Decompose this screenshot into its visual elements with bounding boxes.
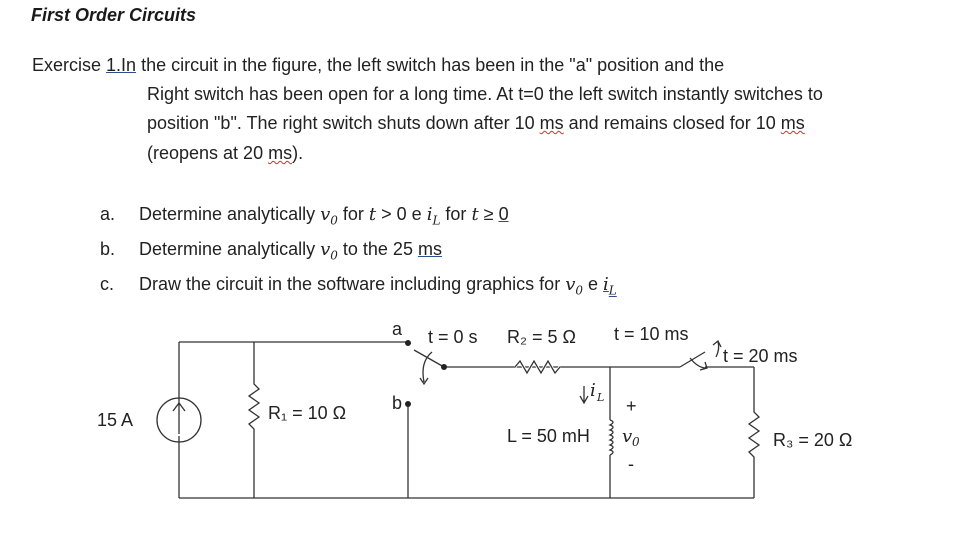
arrow-up-icon xyxy=(173,403,185,434)
resistor-r3 xyxy=(749,367,759,498)
question-text: ≥ xyxy=(478,204,499,224)
exercise-text-4b: ). xyxy=(292,143,304,163)
exercise-text-3a: position "b". The right switch shuts down after 10 xyxy=(147,113,540,133)
unit-ms: ms xyxy=(417,239,442,259)
r2-label: R₂ = 5 Ω xyxy=(507,327,576,347)
minus-sign: - xyxy=(628,454,634,474)
question-text: Determine analytically xyxy=(139,204,321,224)
exercise-number: 1.In xyxy=(106,55,137,75)
vo-subscript: 0 xyxy=(632,435,640,449)
plus-sign: + xyxy=(626,396,637,416)
switch-2-close-time: t = 10 ms xyxy=(614,324,689,344)
inductor-label: L = 50 mH xyxy=(507,426,590,446)
symbol-i: i xyxy=(603,274,609,295)
page-title: First Order Circuits xyxy=(31,5,197,25)
symbol-v: v xyxy=(320,239,331,260)
question-text: for xyxy=(337,204,369,224)
exercise-text-1: the circuit in the figure, the left switch has been in the "a" position and the xyxy=(136,55,725,75)
unit-ms: ms xyxy=(780,113,805,133)
resistor-r1 xyxy=(249,342,259,498)
symbol-v: v xyxy=(320,204,331,225)
switch-arc xyxy=(713,341,721,357)
question-value: 0 xyxy=(498,204,509,224)
switch-1 xyxy=(414,350,444,367)
question-c-label: c. xyxy=(100,274,115,294)
symbol-t: t xyxy=(471,204,479,225)
node-a-dot xyxy=(405,340,411,346)
source-label: 15 A xyxy=(97,410,134,430)
switch-1-time: t = 0 s xyxy=(428,327,478,347)
question-text: e xyxy=(583,274,604,294)
symbol-t: t xyxy=(368,204,377,225)
inductor xyxy=(610,420,613,455)
subscript: 0 xyxy=(330,213,338,228)
exercise-text-4a: (reopens at 20 xyxy=(147,143,269,163)
question-text: > 0 e xyxy=(376,204,427,224)
il-subscript: L xyxy=(597,391,605,404)
question-b-label: b. xyxy=(100,239,116,259)
question-text: to the 25 xyxy=(337,239,418,259)
exercise-line-2: Right switch has been open for a long time. At t=0 the left switch instantly switches to xyxy=(147,84,823,104)
subscript: 0 xyxy=(575,283,584,298)
question-text: for xyxy=(440,204,472,224)
symbol-v: v xyxy=(565,274,576,295)
question-text: Determine analytically xyxy=(139,239,321,259)
il-symbol: i xyxy=(590,380,596,401)
switch-2 xyxy=(680,352,705,367)
switch-1-pivot xyxy=(441,364,447,370)
node-a-label: a xyxy=(392,319,403,339)
question-a-label: a. xyxy=(100,204,116,224)
exercise-prefix: Exercise xyxy=(32,55,107,75)
symbol-i: i xyxy=(426,204,433,225)
vo-symbol: v xyxy=(622,426,633,447)
node-b-dot xyxy=(405,401,411,407)
current-arrow xyxy=(580,386,588,403)
unit-ms: ms xyxy=(539,113,564,133)
subscript: 0 xyxy=(330,248,338,263)
node-b-label: b xyxy=(392,393,403,413)
unit-ms: ms xyxy=(268,143,293,163)
switch-2-open-time: t = 20 ms xyxy=(723,346,798,366)
r1-label: R₁ = 10 Ω xyxy=(268,403,347,423)
r3-label: R₃ = 20 Ω xyxy=(773,430,853,450)
question-text: Draw the circuit in the software including graphics for xyxy=(139,274,566,294)
subscript: L xyxy=(608,283,617,298)
exercise-text-3b: and remains closed for 10 xyxy=(563,113,781,133)
subscript: L xyxy=(432,213,441,228)
